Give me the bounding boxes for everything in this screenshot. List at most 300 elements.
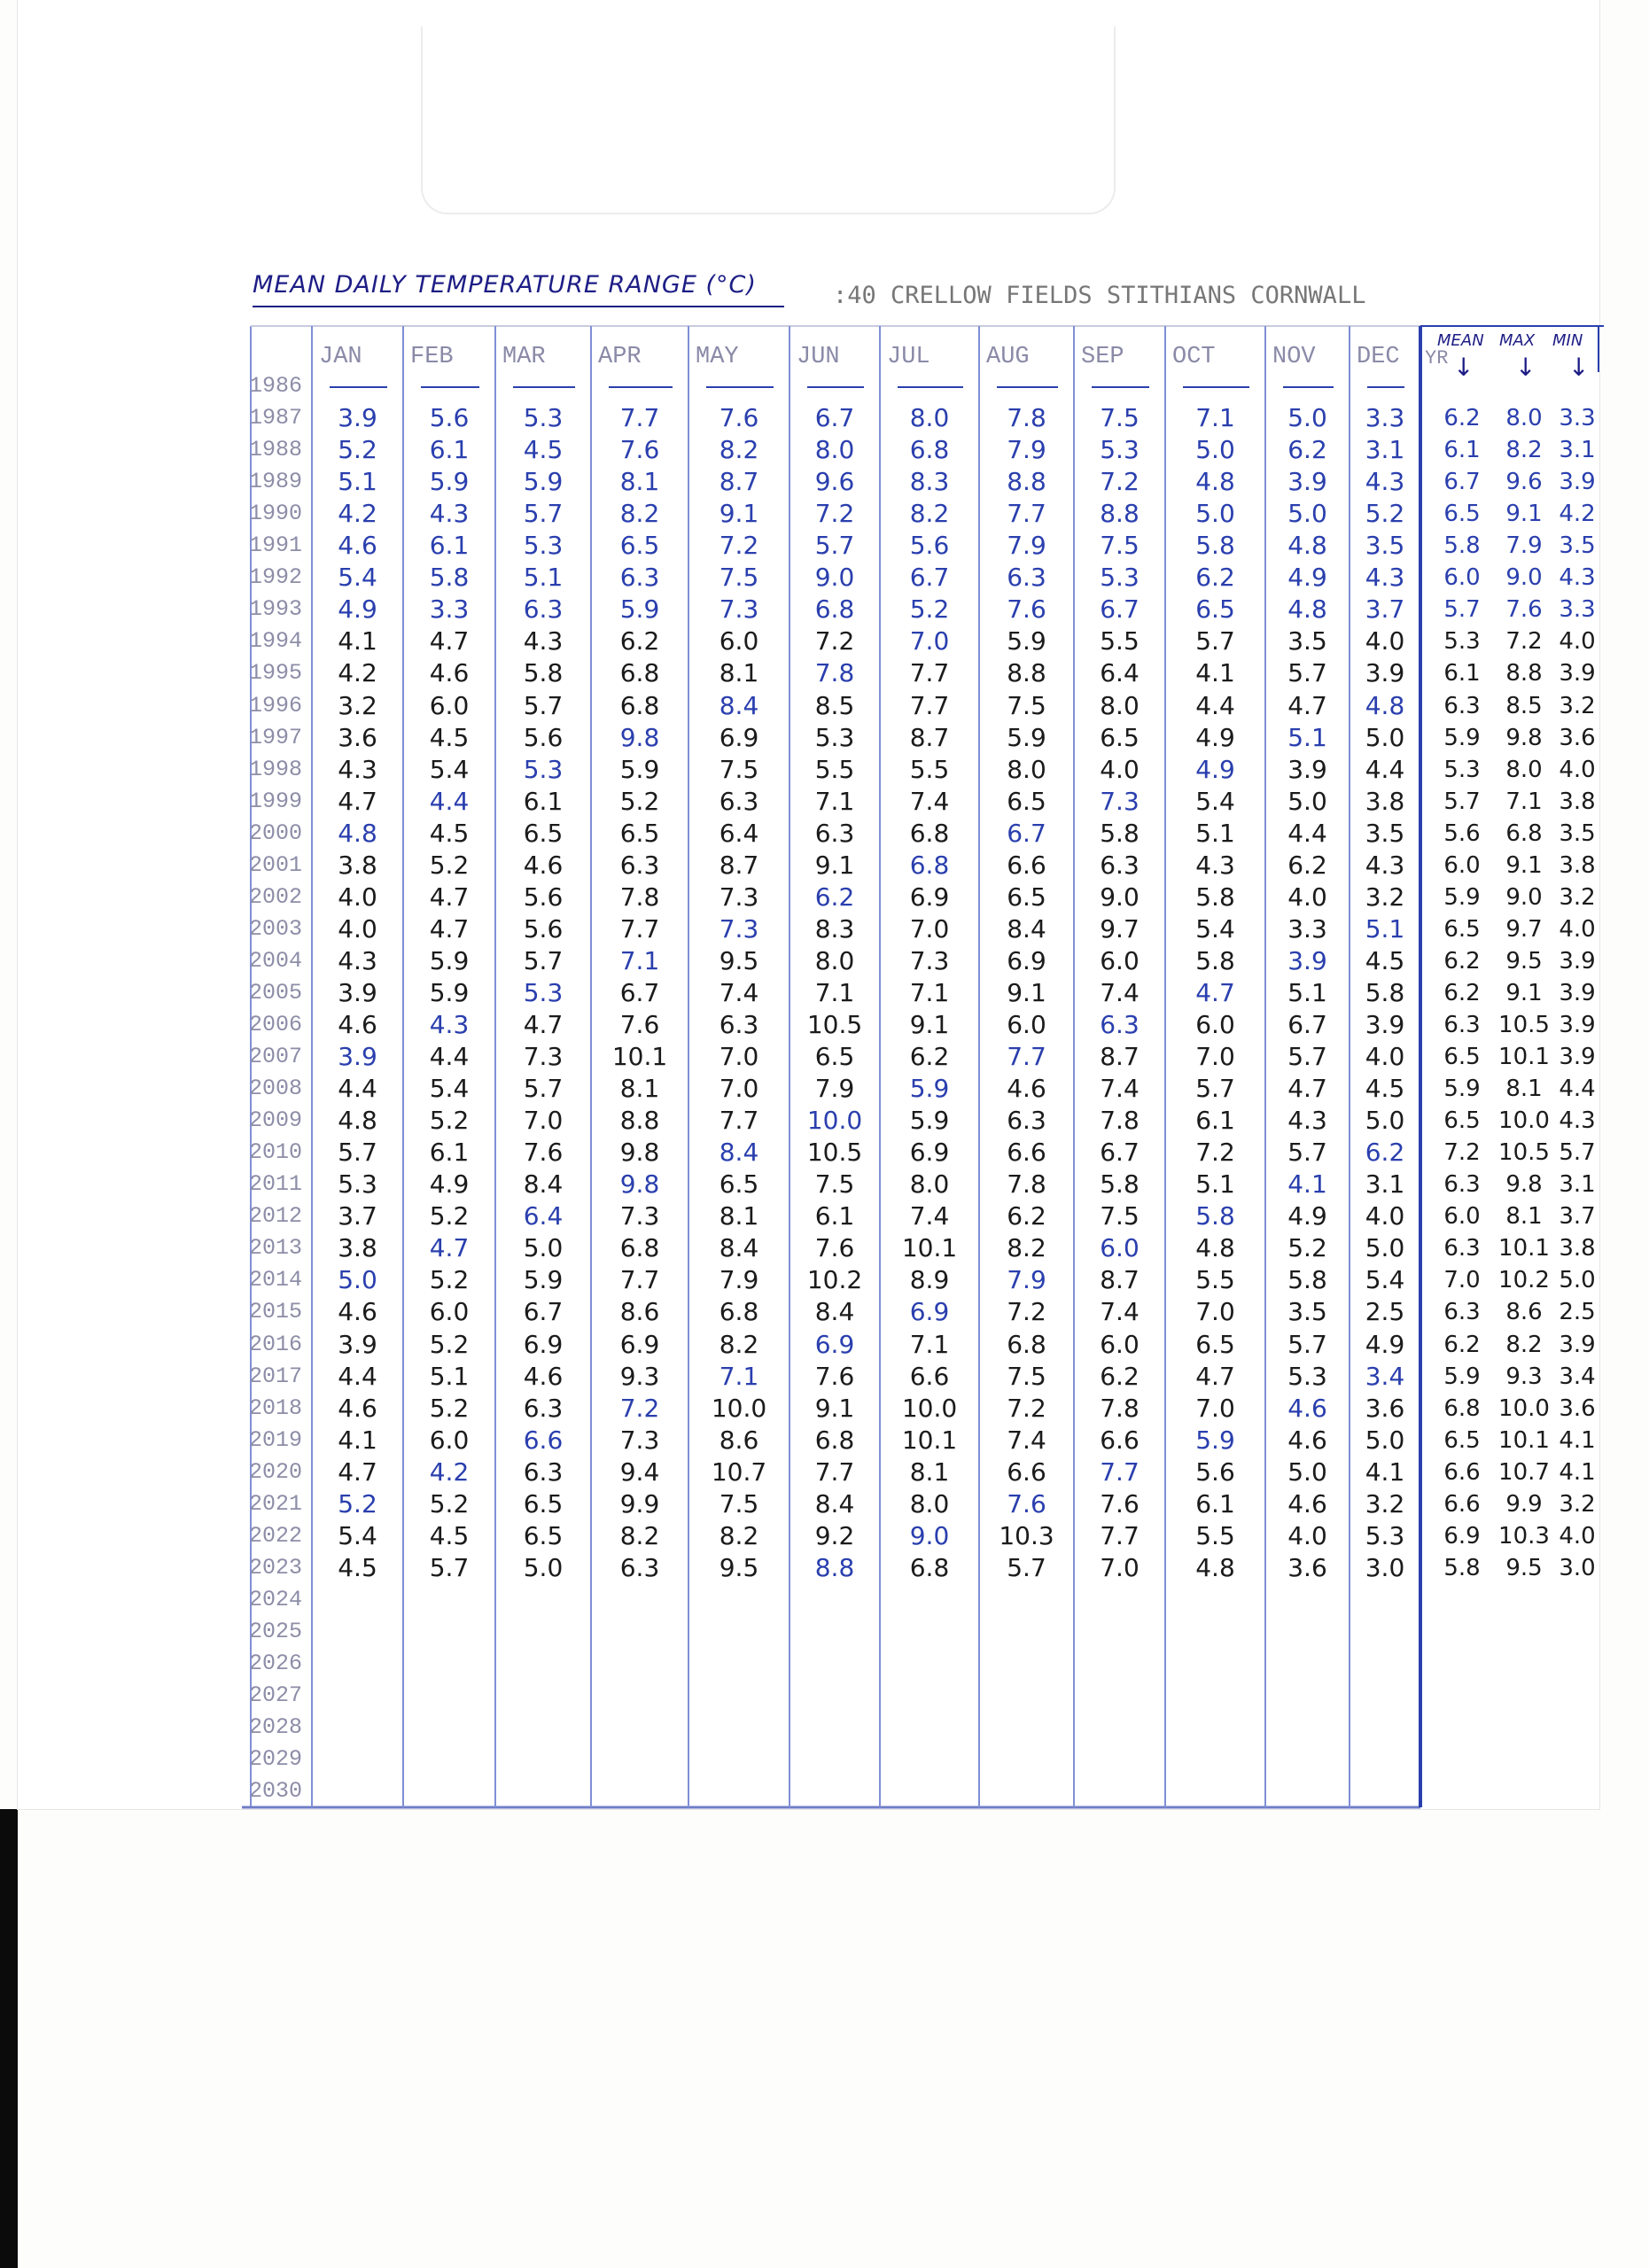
month-value-cell: 6.9 bbox=[909, 1297, 950, 1327]
month-value-cell: 4.2 bbox=[429, 1456, 470, 1487]
year-mean-cell: 6.5 bbox=[1443, 1426, 1481, 1454]
month-value-cell: 4.3 bbox=[1365, 467, 1405, 497]
year-label: 2024 bbox=[249, 1586, 303, 1612]
month-value-cell: 7.0 bbox=[1195, 1393, 1235, 1423]
summary-header-mean: MEAN bbox=[1437, 331, 1484, 350]
month-value-cell: 7.9 bbox=[1007, 435, 1046, 465]
month-value-cell: 4.7 bbox=[523, 1010, 564, 1039]
month-value-cell: 7.2 bbox=[1007, 1297, 1046, 1327]
month-value-cell: 5.2 bbox=[619, 786, 660, 816]
year-max-cell: 10.7 bbox=[1498, 1458, 1550, 1486]
month-value-cell: 5.6 bbox=[523, 882, 564, 912]
year-mean-cell: 6.5 bbox=[1443, 1044, 1481, 1071]
year-max-cell: 8.1 bbox=[1505, 1203, 1543, 1231]
month-value-cell: 6.7 bbox=[814, 403, 855, 433]
sheet-title: MEAN DAILY TEMPERATURE RANGE (°C) bbox=[253, 271, 757, 299]
month-value-cell: 6.5 bbox=[1100, 722, 1140, 752]
year-label: 2025 bbox=[249, 1618, 303, 1644]
month-value-cell: 5.6 bbox=[523, 913, 564, 944]
month-header-may: MAY bbox=[696, 344, 739, 370]
month-value-cell: 3.5 bbox=[1287, 1297, 1327, 1327]
year-max-cell: 9.5 bbox=[1505, 1554, 1543, 1581]
month-value-cell: 4.6 bbox=[338, 1393, 377, 1423]
month-value-cell: 3.7 bbox=[338, 1201, 377, 1231]
month-value-cell: 8.7 bbox=[1100, 1042, 1140, 1072]
year-mean-cell: 6.5 bbox=[1443, 501, 1481, 528]
month-value-cell: 6.5 bbox=[523, 818, 564, 848]
year-mean-cell: 6.3 bbox=[1443, 692, 1481, 719]
month-value-cell: 6.3 bbox=[523, 1393, 564, 1423]
month-value-cell: 7.0 bbox=[1195, 1297, 1235, 1327]
month-value-cell: 7.4 bbox=[1100, 1297, 1140, 1327]
year-label: 2009 bbox=[249, 1107, 303, 1134]
month-value-cell: 10.2 bbox=[806, 1265, 863, 1295]
month-value-cell: 6.2 bbox=[1195, 563, 1235, 593]
year-max-cell: 10.1 bbox=[1498, 1426, 1550, 1454]
month-value-cell: 7.4 bbox=[1100, 977, 1140, 1007]
month-value-cell: 5.5 bbox=[1195, 1265, 1235, 1295]
year-label: 1988 bbox=[249, 437, 303, 463]
month-value-cell: 8.0 bbox=[814, 945, 855, 975]
month-value-cell: 5.9 bbox=[1195, 1425, 1235, 1455]
year-label: 1993 bbox=[249, 596, 303, 623]
year-label: 1992 bbox=[249, 564, 303, 591]
month-value-cell: 5.9 bbox=[909, 1106, 950, 1136]
month-value-cell: 10.5 bbox=[806, 1138, 863, 1168]
month-value-cell: 5.9 bbox=[1007, 722, 1046, 752]
year-mean-cell: 5.7 bbox=[1443, 788, 1481, 815]
month-value-cell: 7.5 bbox=[1100, 531, 1140, 561]
month-value-cell: 7.7 bbox=[1100, 1456, 1140, 1487]
month-value-cell: 10.7 bbox=[711, 1456, 767, 1487]
month-value-cell: 4.1 bbox=[1365, 1456, 1405, 1487]
year-max-cell: 10.0 bbox=[1498, 1107, 1550, 1135]
month-value-cell: 6.1 bbox=[1195, 1488, 1235, 1518]
month-value-cell: 7.3 bbox=[909, 945, 950, 975]
month-value-cell: 4.6 bbox=[1007, 1074, 1046, 1104]
month-value-cell: 4.5 bbox=[429, 722, 470, 752]
month-value-cell: 5.8 bbox=[429, 563, 470, 593]
year-mean-cell: 6.0 bbox=[1443, 1203, 1481, 1231]
month-value-cell: 6.2 bbox=[619, 626, 660, 656]
month-value-cell: 7.6 bbox=[619, 1010, 660, 1039]
month-value-cell: 4.4 bbox=[1287, 818, 1327, 848]
month-value-cell: 6.3 bbox=[719, 786, 759, 816]
year-min-cell: 3.3 bbox=[1559, 405, 1596, 432]
month-value-cell: 6.2 bbox=[1287, 435, 1327, 465]
month-value-cell: 7.7 bbox=[1007, 499, 1046, 529]
year-mean-cell: 6.9 bbox=[1443, 1522, 1481, 1550]
month-value-cell: 9.3 bbox=[619, 1361, 660, 1391]
year-label: 2013 bbox=[249, 1235, 303, 1262]
month-value-cell: 4.9 bbox=[429, 1169, 470, 1200]
year-label: 2028 bbox=[249, 1714, 303, 1741]
month-value-cell: 4.0 bbox=[338, 913, 377, 944]
month-value-cell: 3.9 bbox=[1287, 467, 1327, 497]
month-value-cell: 9.0 bbox=[814, 563, 855, 593]
month-value-cell: 7.4 bbox=[1100, 1074, 1140, 1104]
month-value-cell: 4.8 bbox=[1287, 594, 1327, 625]
year-mean-cell: 5.7 bbox=[1443, 596, 1481, 624]
down-arrow-icon: ↓ bbox=[1515, 353, 1536, 382]
year-label: 2016 bbox=[249, 1331, 303, 1357]
month-value-cell: 7.7 bbox=[1100, 1520, 1140, 1550]
month-value-cell: 5.3 bbox=[338, 1169, 377, 1200]
month-value-cell: 6.7 bbox=[1007, 818, 1046, 848]
month-value-cell: 8.6 bbox=[619, 1297, 660, 1327]
year-max-cell: 9.1 bbox=[1505, 979, 1543, 1006]
month-value-cell: 7.7 bbox=[619, 913, 660, 944]
month-value-cell: 6.1 bbox=[814, 1201, 855, 1231]
month-value-cell: 4.6 bbox=[338, 1297, 377, 1327]
month-value-cell: 5.7 bbox=[1287, 1042, 1327, 1072]
year-label: 1996 bbox=[249, 692, 303, 718]
location-label: :40 CRELLOW FIELDS STITHIANS CORNWALL bbox=[833, 282, 1366, 309]
month-value-cell: 6.9 bbox=[909, 882, 950, 912]
month-value-cell: 6.3 bbox=[523, 1456, 564, 1487]
month-value-cell: 4.6 bbox=[1287, 1425, 1327, 1455]
month-value-cell: 6.3 bbox=[619, 850, 660, 880]
year-label: 1987 bbox=[249, 405, 303, 431]
month-value-cell: 7.4 bbox=[909, 786, 950, 816]
month-value-cell: 6.3 bbox=[719, 1010, 759, 1039]
month-value-cell: 8.0 bbox=[1007, 754, 1046, 784]
month-value-cell: 10.1 bbox=[611, 1042, 668, 1072]
month-value-cell: 9.1 bbox=[909, 1010, 950, 1039]
month-value-cell: 5.3 bbox=[1100, 563, 1140, 593]
month-value-cell: 9.1 bbox=[814, 1393, 855, 1423]
month-value-cell: 8.0 bbox=[909, 1488, 950, 1518]
month-header-dec: DEC bbox=[1357, 344, 1400, 370]
year-max-cell: 7.2 bbox=[1505, 628, 1543, 656]
month-value-cell: 5.8 bbox=[1195, 531, 1235, 561]
month-value-cell: 9.8 bbox=[619, 722, 660, 752]
month-value-cell: 5.7 bbox=[523, 945, 564, 975]
month-header-nov: NOV bbox=[1272, 344, 1316, 370]
month-value-cell: 3.6 bbox=[1287, 1552, 1327, 1582]
month-value-cell: 4.0 bbox=[1100, 754, 1140, 784]
month-header-jan: JAN bbox=[319, 344, 362, 370]
month-value-cell: 8.8 bbox=[1007, 467, 1046, 497]
year-min-cell: 5.7 bbox=[1559, 1139, 1596, 1167]
month-value-cell: 5.0 bbox=[1365, 1425, 1405, 1455]
month-value-cell: 5.2 bbox=[429, 850, 470, 880]
month-value-cell: 6.8 bbox=[909, 435, 950, 465]
year-max-cell: 10.0 bbox=[1498, 1394, 1550, 1422]
month-value-cell: 5.1 bbox=[1365, 913, 1405, 944]
month-value-cell: 7.3 bbox=[523, 1042, 564, 1072]
month-value-cell: 7.1 bbox=[619, 945, 660, 975]
year-min-cell: 3.8 bbox=[1559, 851, 1596, 879]
month-value-cell: 8.2 bbox=[719, 435, 759, 465]
month-value-cell: 5.3 bbox=[523, 531, 564, 561]
month-value-cell: 4.0 bbox=[1365, 626, 1405, 656]
month-value-cell: 4.8 bbox=[1195, 467, 1235, 497]
month-value-cell: 6.0 bbox=[1100, 945, 1140, 975]
month-value-cell: 8.8 bbox=[1100, 499, 1140, 529]
month-value-cell: 4.8 bbox=[1195, 1552, 1235, 1582]
year-label: 1998 bbox=[249, 756, 303, 782]
month-value-cell: 8.3 bbox=[909, 467, 950, 497]
year-mean-cell: 6.0 bbox=[1443, 564, 1481, 592]
month-value-cell: 5.8 bbox=[1195, 882, 1235, 912]
month-value-cell: 6.0 bbox=[719, 626, 759, 656]
month-header-mar: MAR bbox=[502, 344, 546, 370]
month-value-cell: 3.9 bbox=[338, 1042, 377, 1072]
month-value-cell: 9.0 bbox=[1100, 882, 1140, 912]
year-label: 2027 bbox=[249, 1682, 303, 1709]
month-value-cell: 4.7 bbox=[338, 1456, 377, 1487]
month-value-cell: 5.9 bbox=[1007, 626, 1046, 656]
month-value-cell: 4.4 bbox=[1365, 754, 1405, 784]
month-value-cell: 4.7 bbox=[1287, 1074, 1327, 1104]
month-value-cell: 4.9 bbox=[1195, 754, 1235, 784]
down-arrow-icon: ↓ bbox=[1568, 353, 1590, 382]
month-value-cell: 5.2 bbox=[909, 594, 950, 625]
year-min-cell: 4.0 bbox=[1559, 1522, 1596, 1550]
month-header-feb: FEB bbox=[410, 344, 454, 370]
month-value-cell: 5.0 bbox=[1365, 1233, 1405, 1263]
year-mean-cell: 6.3 bbox=[1443, 1299, 1481, 1326]
month-value-cell: 5.1 bbox=[338, 467, 377, 497]
year-min-cell: 3.9 bbox=[1559, 1044, 1596, 1071]
month-value-cell: 4.4 bbox=[338, 1074, 377, 1104]
month-value-cell: 4.5 bbox=[338, 1552, 377, 1582]
month-value-cell: 4.7 bbox=[1195, 1361, 1235, 1391]
month-value-cell: 5.0 bbox=[1287, 786, 1327, 816]
month-value-cell: 7.9 bbox=[1007, 531, 1046, 561]
month-value-cell: 7.6 bbox=[814, 1233, 855, 1263]
month-value-cell: 6.1 bbox=[1195, 1106, 1235, 1136]
month-value-cell: 4.1 bbox=[338, 626, 377, 656]
year-label: 1986 bbox=[249, 373, 303, 399]
month-value-cell: 5.8 bbox=[1100, 818, 1140, 848]
year-min-cell: 4.1 bbox=[1559, 1426, 1596, 1454]
year-mean-cell: 7.0 bbox=[1443, 1267, 1481, 1294]
month-value-cell: 4.9 bbox=[1287, 1201, 1327, 1231]
year-mean-cell: 5.9 bbox=[1443, 1363, 1481, 1390]
month-value-cell: 5.7 bbox=[429, 1552, 470, 1582]
month-value-cell: 7.2 bbox=[1195, 1138, 1235, 1168]
year-mean-cell: 6.7 bbox=[1443, 469, 1481, 496]
year-min-cell: 4.1 bbox=[1559, 1458, 1596, 1486]
month-value-cell: 5.2 bbox=[429, 1393, 470, 1423]
month-value-cell: 8.2 bbox=[909, 499, 950, 529]
month-value-cell: 5.8 bbox=[1100, 1169, 1140, 1200]
month-value-cell: 9.1 bbox=[1007, 977, 1046, 1007]
year-mean-cell: 5.9 bbox=[1443, 883, 1481, 911]
month-value-cell: 5.8 bbox=[1365, 977, 1405, 1007]
month-value-cell: 5.6 bbox=[523, 722, 564, 752]
month-value-cell: 7.4 bbox=[719, 977, 759, 1007]
month-value-cell: 6.3 bbox=[1007, 1106, 1046, 1136]
year-min-cell: 3.6 bbox=[1559, 1394, 1596, 1422]
month-value-cell: 4.0 bbox=[1365, 1042, 1405, 1072]
year-mean-cell: 6.3 bbox=[1443, 1171, 1481, 1199]
year-mean-cell: 6.2 bbox=[1443, 947, 1481, 975]
month-value-cell: 4.4 bbox=[429, 1042, 470, 1072]
year-max-cell: 8.2 bbox=[1505, 1331, 1543, 1358]
month-value-cell: 6.3 bbox=[619, 563, 660, 593]
year-max-cell: 7.9 bbox=[1505, 532, 1543, 560]
month-value-cell: 8.4 bbox=[719, 690, 759, 720]
month-value-cell: 8.6 bbox=[719, 1425, 759, 1455]
month-value-cell: 4.5 bbox=[429, 818, 470, 848]
month-value-cell: 4.3 bbox=[338, 754, 377, 784]
month-value-cell: 6.3 bbox=[1100, 1010, 1140, 1039]
month-value-cell: 6.3 bbox=[814, 818, 855, 848]
year-label: 2026 bbox=[249, 1651, 303, 1676]
year-label: 2014 bbox=[249, 1267, 303, 1293]
month-value-cell: 5.4 bbox=[338, 1520, 377, 1550]
month-value-cell: 7.3 bbox=[719, 913, 759, 944]
year-min-cell: 3.6 bbox=[1559, 724, 1596, 751]
month-value-cell: 5.2 bbox=[338, 1488, 377, 1518]
year-label: 2011 bbox=[249, 1171, 303, 1198]
month-value-cell: 8.2 bbox=[719, 1520, 759, 1550]
month-value-cell: 5.1 bbox=[429, 1361, 470, 1391]
year-mean-cell: 6.5 bbox=[1443, 1107, 1481, 1135]
month-value-cell: 6.6 bbox=[1007, 1138, 1046, 1168]
month-value-cell: 5.9 bbox=[429, 945, 470, 975]
month-value-cell: 7.3 bbox=[719, 882, 759, 912]
month-value-cell: 7.2 bbox=[814, 499, 855, 529]
month-value-cell: 7.3 bbox=[619, 1201, 660, 1231]
month-value-cell: 8.2 bbox=[619, 1520, 660, 1550]
month-value-cell: 5.0 bbox=[523, 1552, 564, 1582]
month-value-cell: 6.8 bbox=[1007, 1329, 1046, 1359]
month-value-cell: 4.4 bbox=[429, 786, 470, 816]
month-value-cell: 8.8 bbox=[814, 1552, 855, 1582]
year-mean-cell: 6.3 bbox=[1443, 1012, 1481, 1038]
month-value-cell: 5.2 bbox=[1287, 1233, 1327, 1263]
year-min-cell: 3.9 bbox=[1559, 660, 1596, 687]
year-max-cell: 8.0 bbox=[1505, 756, 1543, 783]
month-value-cell: 7.2 bbox=[814, 626, 855, 656]
month-value-cell: 8.1 bbox=[719, 658, 759, 688]
year-min-cell: 5.0 bbox=[1559, 1267, 1596, 1294]
year-max-cell: 8.8 bbox=[1505, 660, 1543, 687]
month-value-cell: 5.4 bbox=[338, 563, 377, 593]
year-label: 2008 bbox=[249, 1076, 303, 1102]
year-max-cell: 10.1 bbox=[1498, 1044, 1550, 1071]
month-value-cell: 4.4 bbox=[338, 1361, 377, 1391]
month-value-cell: 7.7 bbox=[619, 1265, 660, 1295]
month-value-cell: 7.3 bbox=[1100, 786, 1140, 816]
month-value-cell: 4.0 bbox=[1365, 1201, 1405, 1231]
year-label: 1990 bbox=[249, 501, 303, 527]
month-value-cell: 7.4 bbox=[909, 1201, 950, 1231]
month-value-cell: 5.6 bbox=[1195, 1456, 1235, 1487]
month-value-cell: 2.5 bbox=[1365, 1297, 1405, 1327]
year-min-cell: 3.5 bbox=[1559, 819, 1596, 847]
month-value-cell: 6.1 bbox=[429, 435, 470, 465]
month-value-cell: 10.0 bbox=[806, 1106, 863, 1136]
month-value-cell: 7.6 bbox=[619, 435, 660, 465]
month-value-cell: 4.7 bbox=[338, 786, 377, 816]
month-value-cell: 5.3 bbox=[523, 754, 564, 784]
year-min-cell: 3.0 bbox=[1559, 1554, 1596, 1581]
month-value-cell: 7.1 bbox=[909, 977, 950, 1007]
year-min-cell: 3.8 bbox=[1559, 1235, 1596, 1262]
month-value-cell: 8.3 bbox=[814, 913, 855, 944]
year-mean-cell: 5.3 bbox=[1443, 756, 1481, 783]
month-value-cell: 7.5 bbox=[1007, 1361, 1046, 1391]
month-value-cell: 7.8 bbox=[1100, 1393, 1140, 1423]
month-value-cell: 5.8 bbox=[523, 658, 564, 688]
year-min-cell: 3.5 bbox=[1559, 532, 1596, 560]
month-value-cell: 7.2 bbox=[719, 531, 759, 561]
year-label: 1997 bbox=[249, 724, 303, 750]
month-value-cell: 8.0 bbox=[814, 435, 855, 465]
month-value-cell: 7.1 bbox=[814, 786, 855, 816]
month-value-cell: 3.5 bbox=[1365, 818, 1405, 848]
month-value-cell: 5.5 bbox=[909, 754, 950, 784]
month-value-cell: 10.5 bbox=[806, 1010, 863, 1039]
year-max-cell: 9.6 bbox=[1505, 469, 1543, 496]
year-min-cell: 4.2 bbox=[1559, 501, 1596, 528]
month-value-cell: 3.9 bbox=[1287, 754, 1327, 784]
month-value-cell: 6.2 bbox=[1365, 1138, 1405, 1168]
month-value-cell: 3.0 bbox=[1365, 1552, 1405, 1582]
month-value-cell: 7.5 bbox=[1100, 403, 1140, 433]
month-value-cell: 4.0 bbox=[1287, 1520, 1327, 1550]
month-value-cell: 6.0 bbox=[1100, 1329, 1140, 1359]
month-value-cell: 4.3 bbox=[429, 1010, 470, 1039]
month-value-cell: 6.3 bbox=[1100, 850, 1140, 880]
year-max-cell: 8.5 bbox=[1505, 692, 1543, 719]
month-value-cell: 6.6 bbox=[1007, 1456, 1046, 1487]
month-value-cell: 4.3 bbox=[523, 626, 564, 656]
month-value-cell: 7.7 bbox=[909, 690, 950, 720]
month-value-cell: 4.7 bbox=[1287, 690, 1327, 720]
year-label: 2015 bbox=[249, 1299, 303, 1325]
month-value-cell: 5.9 bbox=[523, 1265, 564, 1295]
month-value-cell: 7.6 bbox=[523, 1138, 564, 1168]
month-value-cell: 9.0 bbox=[909, 1520, 950, 1550]
year-mean-cell: 6.2 bbox=[1443, 1331, 1481, 1358]
month-value-cell: 5.5 bbox=[814, 754, 855, 784]
month-value-cell: 9.8 bbox=[619, 1138, 660, 1168]
yr-header: YR bbox=[1425, 347, 1449, 369]
month-value-cell: 3.8 bbox=[1365, 786, 1405, 816]
month-value-cell: 6.9 bbox=[1007, 945, 1046, 975]
month-value-cell: 5.0 bbox=[523, 1233, 564, 1263]
month-value-cell: 7.7 bbox=[719, 1106, 759, 1136]
month-value-cell: 7.3 bbox=[719, 594, 759, 625]
month-value-cell: 6.9 bbox=[719, 722, 759, 752]
month-value-cell: 4.6 bbox=[338, 531, 377, 561]
year-min-cell: 3.1 bbox=[1559, 437, 1596, 464]
month-value-cell: 7.6 bbox=[814, 1361, 855, 1391]
month-value-cell: 5.7 bbox=[1287, 1329, 1327, 1359]
year-min-cell: 3.2 bbox=[1559, 1490, 1596, 1518]
month-value-cell: 7.8 bbox=[1100, 1106, 1140, 1136]
month-value-cell: 6.5 bbox=[523, 1488, 564, 1518]
month-value-cell: 4.6 bbox=[523, 1361, 564, 1391]
month-value-cell: 7.0 bbox=[523, 1106, 564, 1136]
year-min-cell: 3.3 bbox=[1559, 596, 1596, 624]
month-value-cell: 7.5 bbox=[719, 563, 759, 593]
month-value-cell: 6.0 bbox=[429, 1425, 470, 1455]
month-value-cell: 3.4 bbox=[1365, 1361, 1405, 1391]
year-max-cell: 10.2 bbox=[1498, 1267, 1550, 1294]
month-value-cell: 8.9 bbox=[909, 1265, 950, 1295]
month-value-cell: 4.6 bbox=[338, 1010, 377, 1039]
year-max-cell: 8.0 bbox=[1505, 405, 1543, 432]
month-value-cell: 7.9 bbox=[814, 1074, 855, 1104]
year-label: 1989 bbox=[249, 469, 303, 495]
